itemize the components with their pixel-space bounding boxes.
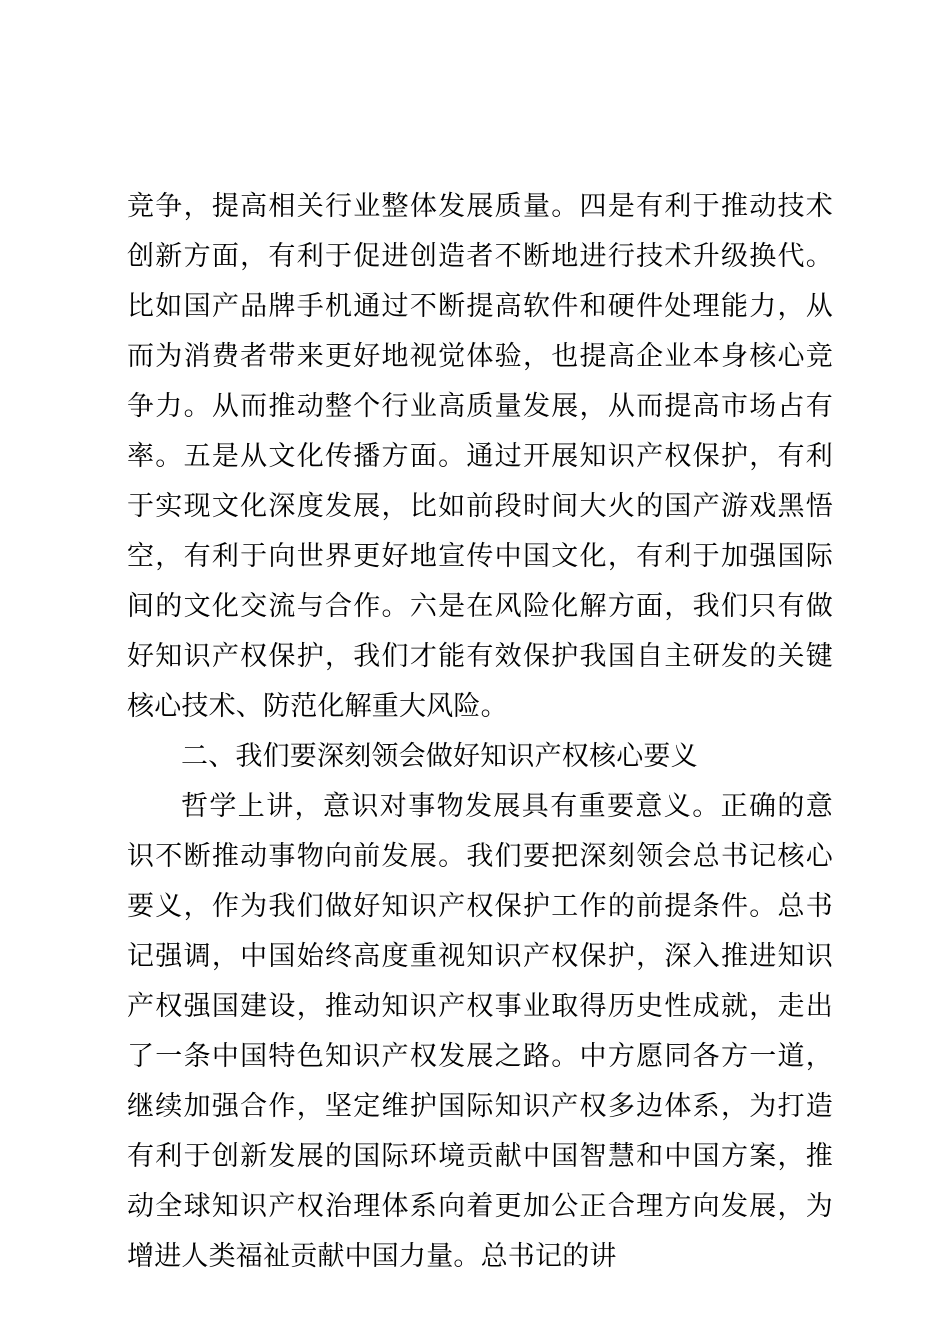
- paragraph-continued: 竞争，提高相关行业整体发展质量。四是有利于推动技术创新方面，有利于促进创造者不断地进行技术升级换代。比如国产品牌手机通过不断提高软件和硬件处理能力，从而为消费者带来更好地视觉体验，也提高企业本身核心竞争力。从而推动整个行业高质量发展，从而提高市场占有率。五是从文化传播方面。通过开展知识产权保护，有利于实现文化深度发展，比如前段时间大火的国产游戏黑悟空，有利于向世界更好地宣传中国文化，有利于加强国际间的文化交流与合作。六是在风险化解方面，我们只有做好知识产权保护，我们才能有效保护我国自主研发的关键核心技术、防范化解重大风险。: [127, 191, 833, 722]
- document-body: [127, 182, 833, 1282]
- section-heading: 二、我们要深刻领会做好知识产权核心要义: [181, 741, 698, 772]
- paragraph: 哲学上讲，意识对事物发展具有重要意义。正确的意识不断推动事物向前发展。我们要把深刻领会总书记核心要义，作为我们做好知识产权保护工作的前提条件。总书记强调，中国始终高度重视知识产权保护，深入推进知识产权强国建设，推动知识产权事业取得历史性成就，走出了一条中国特色知识产权发展之路。中方愿同各方一道，继续加强合作，坚定维护国际知识产权多边体系，为打造有利于创新发展的国际环境贡献中国智慧和中国方案，推动全球知识产权治理体系向着更加公正合理方向发展，为增进人类福祉贡献中国力量。总书记的讲: [127, 791, 833, 1272]
